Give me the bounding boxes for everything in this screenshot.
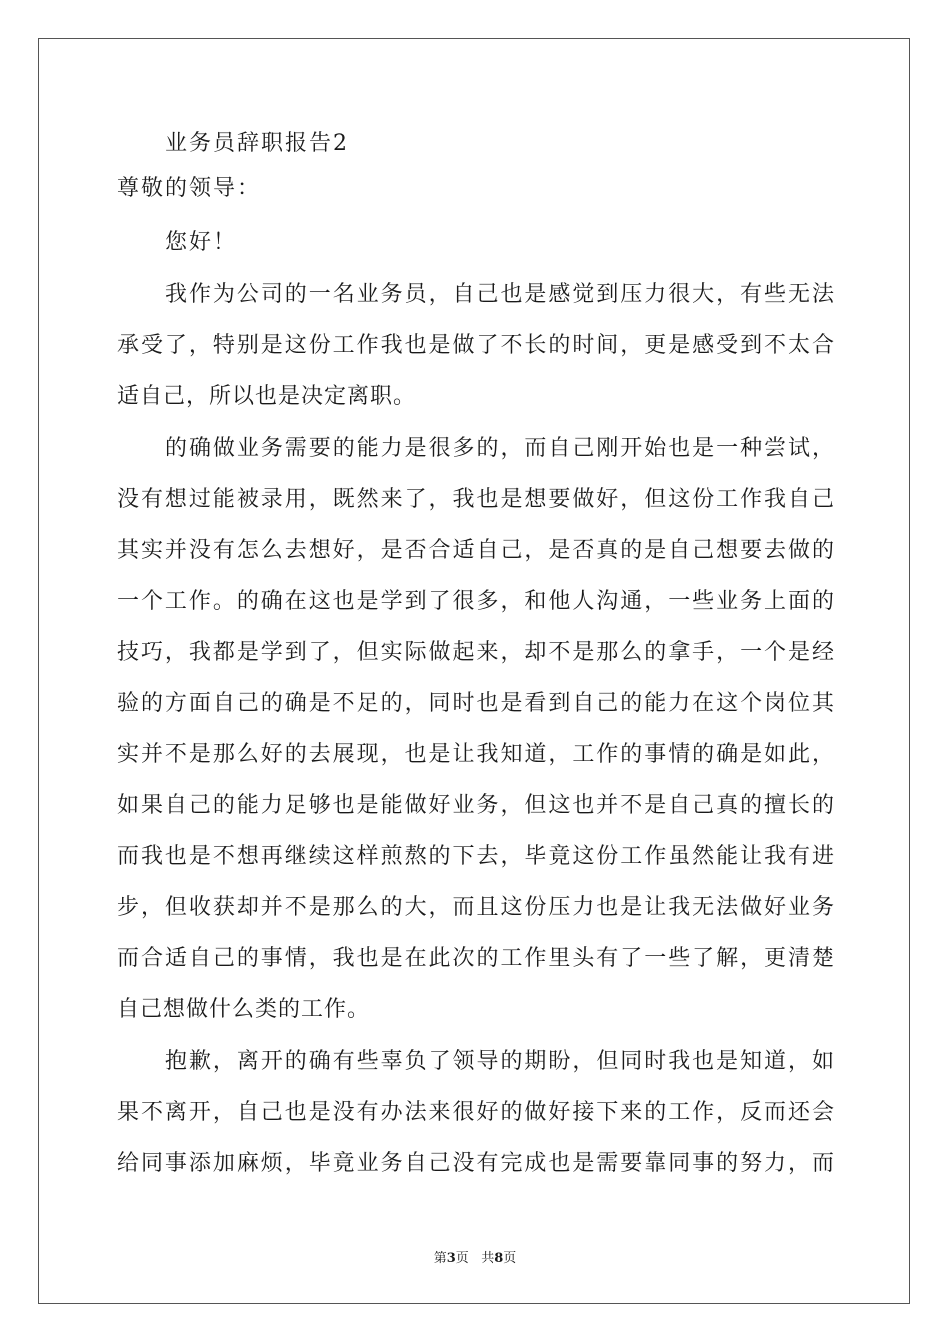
paragraph-line: 没有想过能被录用，既然来了，我也是想要做好，但这份工作我自己 xyxy=(117,487,835,512)
page-label-suffix: 页 xyxy=(455,1251,469,1266)
document-body xyxy=(117,128,835,1180)
document-title: 业务员辞职报告2 xyxy=(165,131,349,156)
paragraph-1 xyxy=(117,279,835,413)
paragraph-line: 给同事添加麻烦，毕竟业务自己没有完成也是需要靠同事的努力，而 xyxy=(117,1151,835,1176)
paragraph-line: 验的方面自己的确是不足的，同时也是看到自己的能力在这个岗位其 xyxy=(117,691,835,716)
salutation: 尊敬的领导： xyxy=(117,176,262,201)
paragraph-2 xyxy=(117,433,835,1026)
paragraph-line: 适自己，所以也是决定离职。 xyxy=(117,384,417,409)
paragraph-line: 抱歉，离开的确有些辜负了领导的期盼，但同时我也是知道，如 xyxy=(165,1049,835,1074)
paragraph-line: 一个工作。的确在这也是学到了很多，和他人沟通，一些业务上面的 xyxy=(117,589,835,614)
total-label-suffix: 页 xyxy=(503,1251,517,1266)
paragraph-line: 步，但收获却并不是那么的大，而且这份压力也是让我无法做好业务 xyxy=(117,895,835,920)
page-label-prefix: 第 xyxy=(433,1251,447,1266)
paragraph-3 xyxy=(117,1046,835,1180)
paragraph-line: 而我也是不想再继续这样煎熬的下去，毕竟这份工作虽然能让我有进 xyxy=(117,844,835,869)
paragraph-line: 其实并没有怎么去想好，是否合适自己，是否真的是自己想要去做的 xyxy=(117,538,835,563)
greeting: 您好！ xyxy=(165,230,238,255)
page-footer xyxy=(0,1247,950,1266)
paragraph-line: 的确做业务需要的能力是很多的，而自己刚开始也是一种尝试， xyxy=(165,436,835,461)
page-number: 3 xyxy=(446,1251,456,1266)
paragraph-line: 果不离开，自己也是没有办法来很好的做好接下来的工作，反而还会 xyxy=(117,1100,835,1125)
paragraph-line: 实并不是那么好的去展现，也是让我知道，工作的事情的确是如此， xyxy=(117,742,835,767)
paragraph-line: 承受了，特别是这份工作我也是做了不长的时间，更是感受到不太合 xyxy=(117,333,835,358)
paragraph-line: 自己想做什么类的工作。 xyxy=(117,997,371,1022)
paragraph-line: 技巧，我都是学到了，但实际做起来，却不是那么的拿手，一个是经 xyxy=(117,640,835,665)
paragraph-line: 而合适自己的事情，我也是在此次的工作里头有了一些了解，更清楚 xyxy=(117,946,835,971)
total-pages: 8 xyxy=(494,1251,504,1266)
paragraph-line: 如果自己的能力足够也是能做好业务，但这也并不是自己真的擅长的 xyxy=(117,793,835,818)
paragraph-line: 我作为公司的一名业务员，自己也是感觉到压力很大，有些无法 xyxy=(165,282,835,307)
total-label-prefix: 共 xyxy=(481,1251,495,1266)
